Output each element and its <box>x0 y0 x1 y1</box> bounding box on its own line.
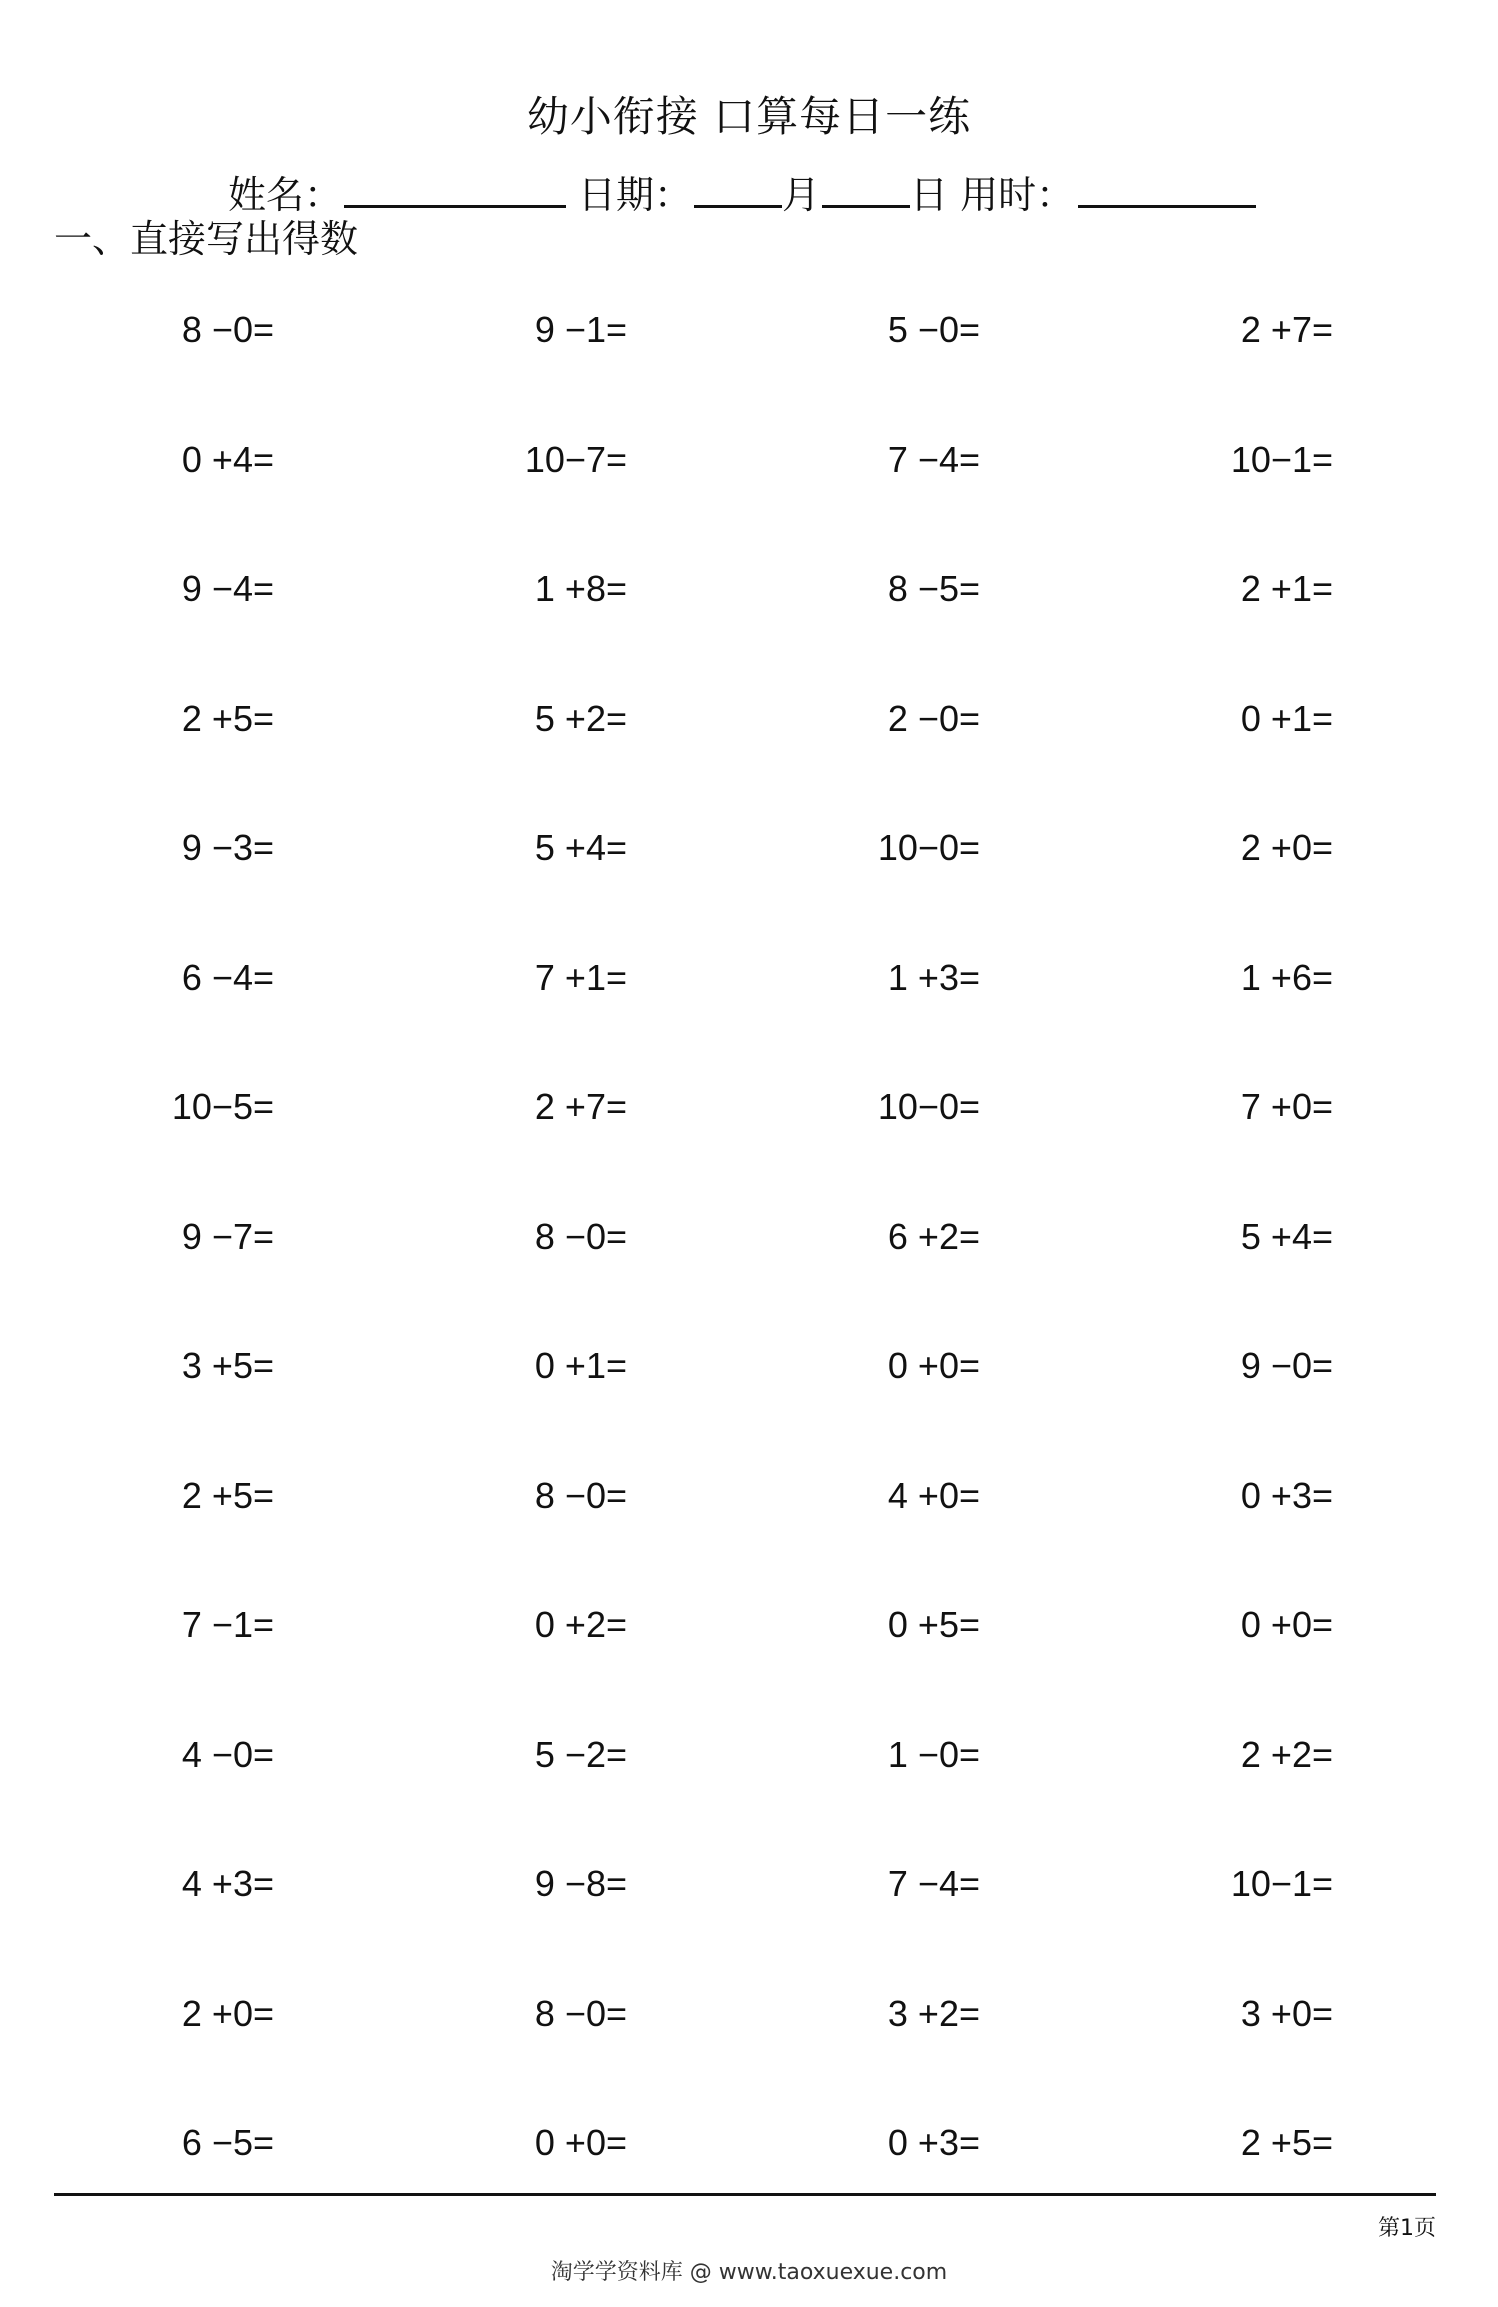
footer-divider <box>54 2193 1436 2196</box>
problem-item: 6 −5= <box>181 2122 274 2163</box>
problem-item: 9 −1= <box>534 309 627 350</box>
problem-item: 2 +5= <box>181 1475 274 1516</box>
problem-item: 5 +2= <box>534 698 627 739</box>
problem-item: 5 +4= <box>1240 1216 1333 1257</box>
problem-row <box>0 948 1498 1008</box>
problem-item: 1 +3= <box>887 957 980 998</box>
problem-item: 8 −0= <box>534 1216 627 1257</box>
problem-item: 3 +5= <box>181 1345 274 1386</box>
problem-item: 10−5= <box>171 1086 274 1127</box>
date-label: 日期： <box>578 173 693 217</box>
problem-row <box>0 1466 1498 1526</box>
problem-item: 0 +0= <box>534 2122 627 2163</box>
month-blank[interactable] <box>694 165 782 208</box>
problem-item: 0 +1= <box>534 1345 627 1386</box>
problem-item: 2 +5= <box>181 698 274 739</box>
section-heading: 一、直接写出得数 <box>54 217 359 261</box>
problem-row <box>0 559 1498 619</box>
problem-item: 0 +0= <box>1240 1604 1333 1645</box>
problem-item: 1 +6= <box>1240 957 1333 998</box>
problem-row <box>0 1336 1498 1396</box>
problem-item: 0 +3= <box>887 2122 980 2163</box>
problem-item: 2 +7= <box>1240 309 1333 350</box>
problem-item: 7 −1= <box>181 1604 274 1645</box>
problem-item: 0 +4= <box>181 439 274 480</box>
problem-item: 4 +3= <box>181 1863 274 1904</box>
problem-row <box>0 300 1498 360</box>
problem-item: 6 +2= <box>887 1216 980 1257</box>
problem-item: 7 −4= <box>887 1863 980 1904</box>
problem-item: 4 +0= <box>887 1475 980 1516</box>
problem-item: 7 +0= <box>1240 1086 1333 1127</box>
problem-item: 1 −0= <box>887 1734 980 1775</box>
problem-row <box>0 1725 1498 1785</box>
name-label: 姓名： <box>228 173 343 217</box>
problem-item: 9 −3= <box>181 827 274 868</box>
problem-item: 3 +2= <box>887 1993 980 2034</box>
problem-item: 10−1= <box>1230 1863 1333 1904</box>
problem-item: 8 −0= <box>534 1475 627 1516</box>
problem-item: 8 −0= <box>181 309 274 350</box>
problem-row <box>0 1854 1498 1914</box>
problem-item: 8 −5= <box>887 568 980 609</box>
worksheet-title: 幼小衔接 口算每日一练 <box>526 92 972 141</box>
day-label: 日 <box>910 173 949 217</box>
problem-item: 10−7= <box>524 439 627 480</box>
time-label: 用时： <box>960 173 1075 217</box>
problem-item: 10−1= <box>1230 439 1333 480</box>
problem-item: 8 −0= <box>534 1993 627 2034</box>
problem-item: 1 +8= <box>534 568 627 609</box>
problem-item: 10−0= <box>877 827 980 868</box>
problem-item: 7 +1= <box>534 957 627 998</box>
problem-row <box>0 2113 1498 2173</box>
problem-item: 2 +5= <box>1240 2122 1333 2163</box>
footer-source: 淘学学资料库 @ www.taoxuexue.com <box>550 2260 948 2285</box>
problem-row <box>0 818 1498 878</box>
problem-row <box>0 1207 1498 1267</box>
problem-item: 9 −0= <box>1240 1345 1333 1386</box>
problem-item: 3 +0= <box>1240 1993 1333 2034</box>
problem-item: 10−0= <box>877 1086 980 1127</box>
problem-item: 4 −0= <box>181 1734 274 1775</box>
problem-item: 9 −8= <box>534 1863 627 1904</box>
problem-row <box>0 1595 1498 1655</box>
problem-item: 5 +4= <box>534 827 627 868</box>
problem-item: 7 −4= <box>887 439 980 480</box>
problem-item: 0 +3= <box>1240 1475 1333 1516</box>
month-label: 月 <box>782 173 821 217</box>
problem-item: 0 +2= <box>534 1604 627 1645</box>
problem-item: 0 +1= <box>1240 698 1333 739</box>
problem-row <box>0 1984 1498 2044</box>
problem-item: 5 −2= <box>534 1734 627 1775</box>
time-blank[interactable] <box>1078 165 1256 208</box>
day-blank[interactable] <box>822 165 910 208</box>
problem-item: 2 +1= <box>1240 568 1333 609</box>
problem-item: 0 +0= <box>887 1345 980 1386</box>
page-number: 第1页 <box>1378 2216 1436 2241</box>
problem-item: 6 −4= <box>181 957 274 998</box>
problem-item: 2 +7= <box>534 1086 627 1127</box>
problem-item: 5 −0= <box>887 309 980 350</box>
problem-item: 0 +5= <box>887 1604 980 1645</box>
problem-item: 2 +0= <box>181 1993 274 2034</box>
name-blank[interactable] <box>344 165 566 208</box>
student-info-line <box>228 165 1256 222</box>
problem-item: 2 +0= <box>1240 827 1333 868</box>
problem-item: 2 +2= <box>1240 1734 1333 1775</box>
problem-row <box>0 1077 1498 1137</box>
problem-item: 9 −7= <box>181 1216 274 1257</box>
problem-item: 9 −4= <box>181 568 274 609</box>
problem-row <box>0 430 1498 490</box>
problem-item: 2 −0= <box>887 698 980 739</box>
problem-row <box>0 689 1498 749</box>
